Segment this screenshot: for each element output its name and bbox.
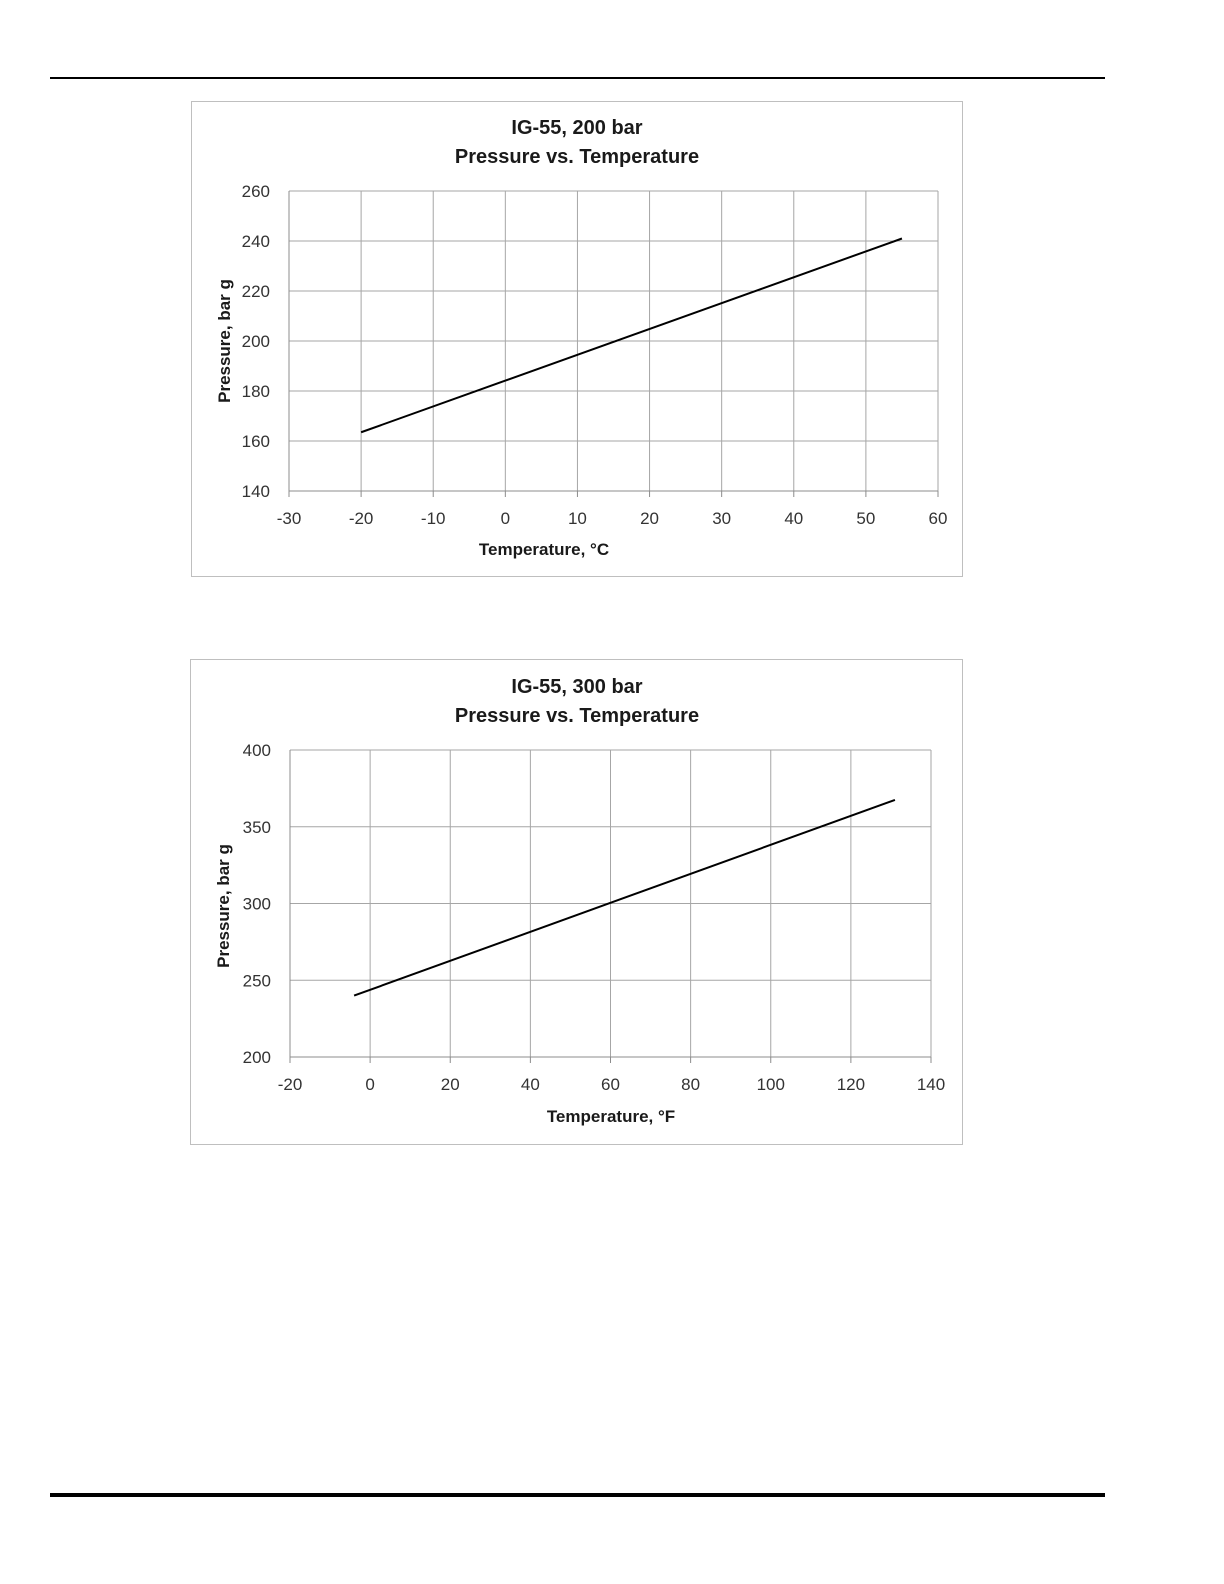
header-rule — [50, 77, 1105, 79]
y-tick-label: 220 — [241, 282, 270, 301]
chart-300-bar-svg — [191, 660, 962, 1144]
footer-rule — [50, 1493, 1105, 1497]
y-tick-label: 160 — [241, 432, 270, 451]
chart-200-bar-svg — [192, 102, 962, 576]
x-tick-label: 10 — [567, 509, 587, 528]
x-tick-label: -10 — [420, 509, 446, 528]
y-tick-label: 300 — [242, 894, 271, 914]
x-tick-label: 120 — [836, 1075, 866, 1094]
chart-300-bar — [190, 659, 963, 1145]
y-tick-label: 200 — [241, 332, 270, 351]
x-tick-label: 40 — [784, 509, 804, 528]
chart-title-line2: Pressure vs. Temperature — [454, 146, 700, 168]
x-tick-label: 60 — [928, 509, 948, 528]
y-axis-label: Pressure, bar g — [214, 844, 233, 968]
x-tick-label: 20 — [440, 1075, 460, 1094]
chart-title-line1: IG-55, 300 bar — [511, 676, 643, 698]
x-tick-label: 60 — [601, 1075, 620, 1094]
y-tick-label: 350 — [242, 817, 271, 837]
x-axis-label: Temperature, °F — [546, 1107, 676, 1126]
series-line — [354, 800, 895, 996]
x-tick-label: 0 — [365, 1075, 375, 1094]
y-tick-label: 140 — [241, 482, 270, 501]
y-tick-label: 180 — [241, 382, 270, 401]
chart-title-line2: Pressure vs. Temperature — [454, 705, 700, 727]
x-tick-label: -30 — [276, 509, 302, 528]
y-tick-label: 200 — [242, 1048, 271, 1067]
x-tick-label: 20 — [640, 509, 660, 528]
x-axis-label: Temperature, °C — [478, 540, 610, 559]
y-tick-label: 400 — [242, 741, 271, 760]
y-axis-label: Pressure, bar g — [215, 279, 234, 403]
x-tick-label: -20 — [277, 1075, 303, 1094]
x-tick-label: 40 — [520, 1075, 540, 1094]
y-tick-label: 260 — [241, 182, 270, 201]
x-tick-label: 0 — [500, 509, 511, 528]
y-tick-label: 240 — [241, 232, 270, 251]
x-tick-label: 30 — [712, 509, 732, 528]
x-tick-label: 80 — [681, 1075, 701, 1094]
x-tick-label: 100 — [756, 1075, 785, 1094]
chart-title-line1: IG-55, 200 bar — [511, 117, 643, 139]
y-tick-label: 250 — [242, 971, 271, 991]
chart-200-bar — [191, 101, 963, 577]
x-tick-label: 50 — [856, 509, 876, 528]
series-line — [361, 239, 902, 433]
x-tick-label: 140 — [916, 1075, 946, 1094]
x-tick-label: -20 — [348, 509, 374, 528]
